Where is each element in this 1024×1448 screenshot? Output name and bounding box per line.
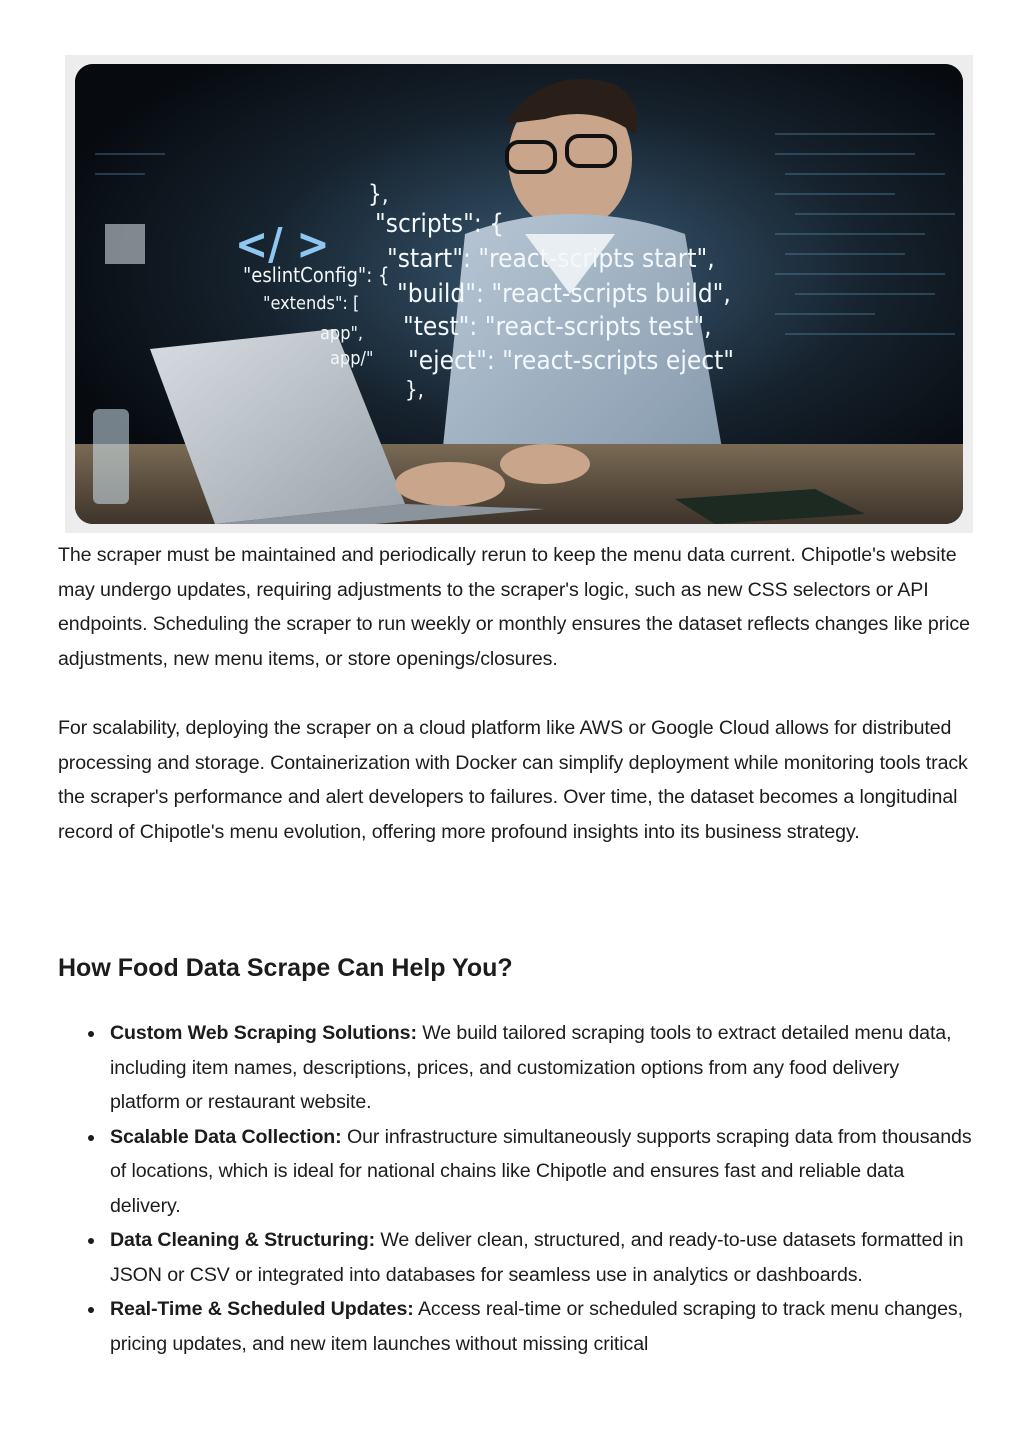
- hero-photo-developer-with-code: [75, 64, 963, 524]
- list-item-text: Access real-time or scheduled scraping to track menu changes, pricing updates, and new item launches without missing critical: [110, 1298, 963, 1355]
- body-paragraph-maintenance: The scraper must be maintained and periodically rerun to keep the menu data current. Chipotle's website may undergo updates, requiring adjustments to the scraper's logic, such as new CSS selectors or API endpoints. Scheduling the scraper to run weekly or monthly ensures the dataset reflects changes like price adjustments, new menu items, or store openings/closures.: [58, 544, 970, 670]
- list-item-scalable-collection: [58, 1120, 973, 1224]
- list-item-title: Custom Web Scraping Solutions:: [110, 1022, 417, 1044]
- code-line-6: "eject": "react-scripts eject": [408, 346, 734, 376]
- bullet-icon: [88, 1135, 94, 1141]
- code-line-3: "start": "react-scripts start",: [387, 244, 715, 274]
- list-item-text: We build tailored scraping tools to extract detailed menu data, including item names, descriptions, prices, and customization options from any food delivery platform or restaurant website.: [110, 1022, 952, 1113]
- code-brackets-icon: </ >: [235, 219, 330, 270]
- code-line-app2: app/": [330, 348, 374, 369]
- body-paragraph-scalability: For scalability, deploying the scraper on a cloud platform like AWS or Google Cloud allows for distributed processing and storage. Containerization with Docker can simplify deployment while monitoring tools track the scraper's performance and alert developers to failures. Over time, the dataset becomes a longitudinal record of Chipotle's menu evolution, offering more profound insights into its business strategy.: [58, 717, 968, 843]
- bullet-icon: [88, 1031, 94, 1037]
- bullet-icon: [88, 1307, 94, 1313]
- list-item-custom-scraping: [58, 1016, 973, 1120]
- code-line-4: "build": "react-scripts build",: [397, 279, 731, 309]
- bullet-icon: [88, 1238, 94, 1244]
- code-line-1: },: [368, 180, 389, 208]
- list-item-data-cleaning: [58, 1223, 973, 1292]
- list-item-title: Data Cleaning & Structuring:: [110, 1229, 375, 1251]
- code-line-5: "test": "react-scripts test",: [403, 312, 712, 342]
- list-item-title: Real-Time & Scheduled Updates:: [110, 1298, 414, 1320]
- code-line-2: "scripts": {: [375, 209, 505, 239]
- list-item-realtime-updates: [58, 1292, 973, 1361]
- code-line-eslint: "eslintConfig": {: [243, 263, 390, 287]
- hero-image-frame: [65, 55, 973, 533]
- code-line-7: },: [405, 378, 424, 403]
- code-line-app1: app",: [320, 323, 364, 344]
- list-item-title: Scalable Data Collection:: [110, 1125, 342, 1148]
- list-item-text: We deliver clean, structured, and ready-to-use datasets formatted in JSON or CSV or integrated into databases for seamless use in analytics or dashboards.: [110, 1229, 964, 1286]
- services-list: [58, 1016, 973, 1361]
- water-glass: [93, 409, 129, 504]
- section-heading: How Food Data Scrape Can Help You?: [58, 954, 513, 982]
- list-item-text: Our infrastructure simultaneously supports scraping data from thousands of locations, which is ideal for national chains like Chipotle and ensures fast and reliable data delivery.: [110, 1125, 972, 1217]
- code-line-extends: "extends": [: [263, 293, 360, 314]
- hero-illustration: [75, 64, 963, 524]
